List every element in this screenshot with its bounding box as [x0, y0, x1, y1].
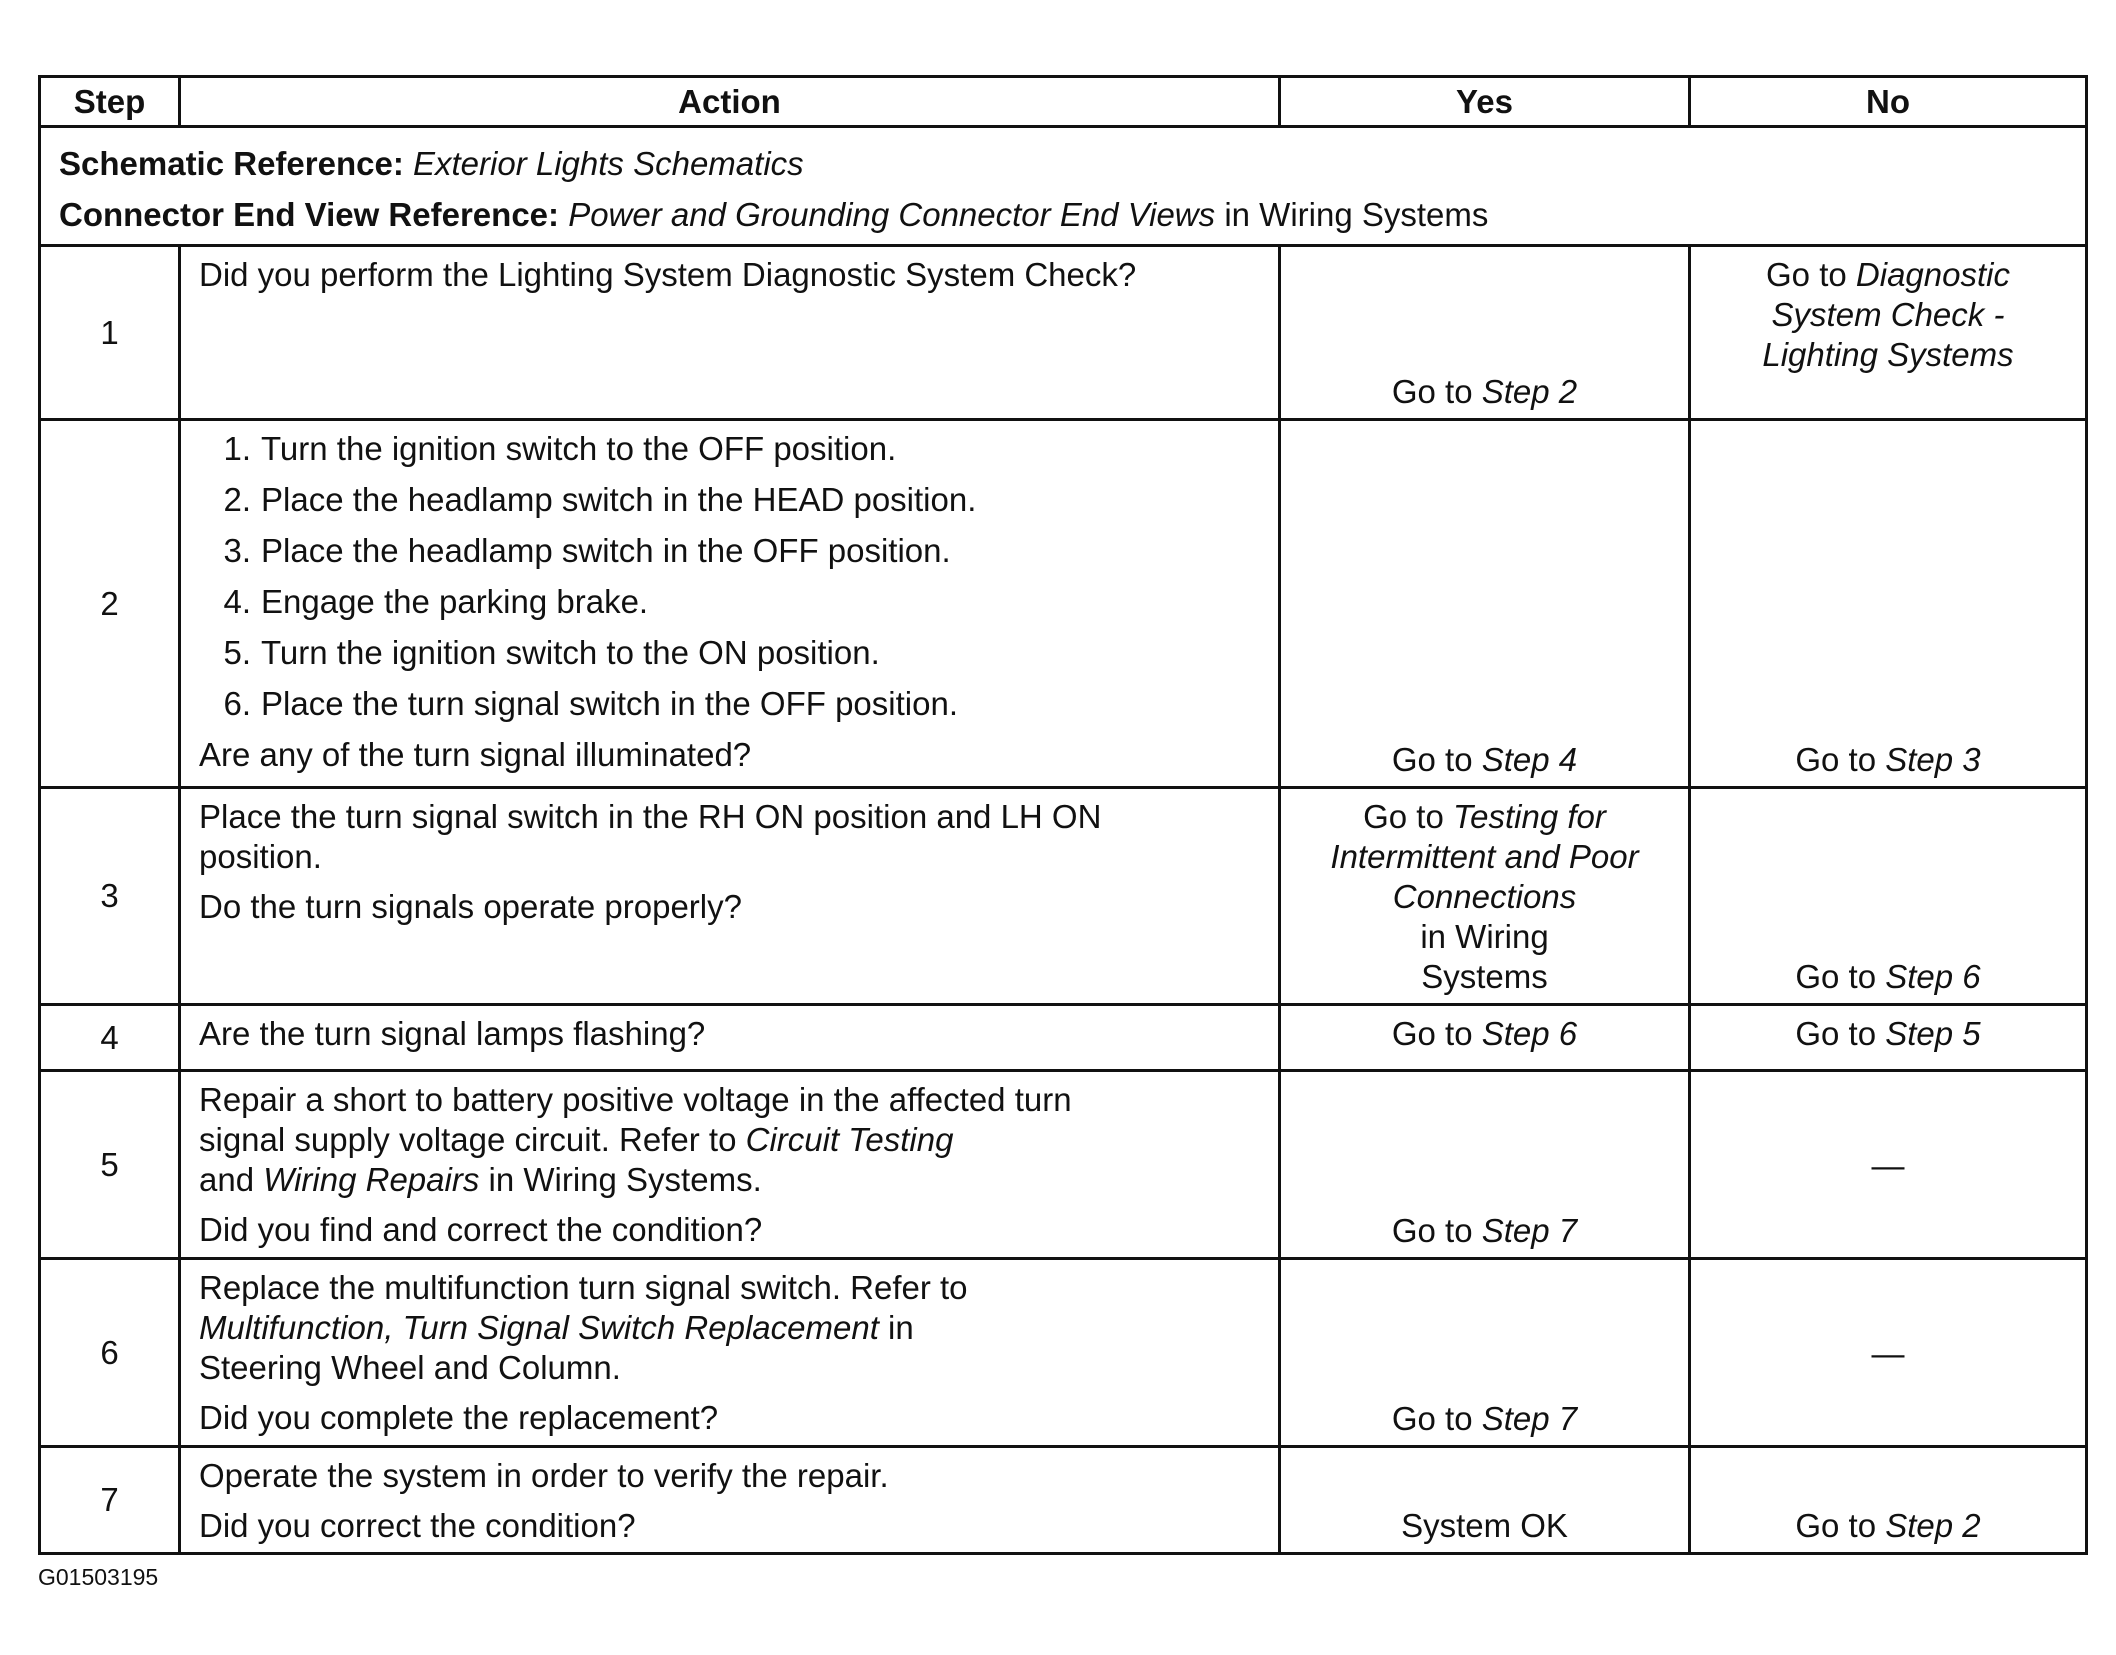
yes-prefix: Go to — [1391, 1400, 1473, 1437]
yes-suffix-line-2: Systems — [1421, 958, 1548, 995]
no-prefix: Go to — [1766, 256, 1847, 293]
yes-step-link: Step 6 — [1481, 1015, 1578, 1052]
no-result: — — [1871, 1146, 1905, 1184]
table-row — [40, 1259, 2087, 1447]
step-number: 4 — [40, 1005, 180, 1071]
yes-prefix: Go to — [1363, 798, 1444, 835]
header-step: Step — [40, 77, 180, 127]
step-number: 5 — [40, 1071, 180, 1259]
instruction-line: position. — [199, 838, 322, 875]
list-number: 2. — [223, 481, 251, 518]
action-question: Are any of the turn signal illuminated? — [199, 736, 752, 773]
instruction-line: and — [199, 1161, 255, 1198]
list-text: Place the headlamp switch in the HEAD position. — [261, 481, 977, 518]
list-number: 3. — [223, 532, 251, 569]
no-result — [1701, 1506, 2075, 1546]
connector-reference — [59, 189, 2067, 240]
no-ref-line-1: Diagnostic — [1855, 256, 2010, 293]
action-question: Did you complete the replacement? — [199, 1399, 719, 1436]
no-prefix: Go to — [1795, 958, 1877, 995]
yes-step-link: Step 4 — [1481, 741, 1578, 778]
action-cell — [180, 788, 1280, 1005]
wiring-repairs-ref: Wiring Repairs — [263, 1161, 480, 1198]
list-text: Turn the ignition switch to the OFF position. — [261, 430, 897, 467]
list-number: 4. — [223, 583, 251, 620]
table-row — [40, 420, 2087, 788]
no-cell — [1690, 1447, 2087, 1554]
no-cell — [1690, 1259, 2087, 1447]
no-step-link: Step 3 — [1885, 741, 1981, 778]
no-prefix: Go to — [1795, 1015, 1877, 1052]
no-result — [1701, 740, 2075, 780]
instruction-line: in Wiring Systems. — [488, 1161, 762, 1198]
action-cell — [180, 1447, 1280, 1554]
action-instruction: Operate the system in order to verify the repair. — [199, 1457, 889, 1494]
schematic-reference — [59, 138, 2067, 189]
list-text: Engage the parking brake. — [261, 583, 649, 620]
action-cell — [180, 1071, 1280, 1259]
yes-cell — [1280, 788, 1690, 1005]
yes-step-link: Step 7 — [1481, 1400, 1578, 1437]
action-instruction — [199, 797, 1260, 877]
connector-reference-suffix: in Wiring Systems — [1224, 196, 1489, 233]
list-text: Turn the ignition switch to the ON position. — [261, 634, 880, 671]
no-step-link: Step 2 — [1885, 1507, 1981, 1544]
instruction-line: Replace the multifunction turn signal switch. Refer to — [199, 1269, 968, 1306]
yes-cell — [1280, 246, 1690, 420]
action-question: Did you find and correct the condition? — [199, 1211, 763, 1248]
yes-result — [1291, 797, 1678, 997]
header-yes: Yes — [1280, 77, 1690, 127]
replacement-ref: Multifunction, Turn Signal Switch Replacement — [199, 1309, 879, 1346]
diagnostic-table — [38, 75, 2088, 1555]
list-item — [199, 627, 1260, 678]
yes-result: System OK — [1401, 1507, 1568, 1544]
action-question: Did you correct the condition? — [199, 1507, 636, 1544]
step-number: 7 — [40, 1447, 180, 1554]
yes-result — [1291, 1014, 1678, 1054]
yes-prefix: Go to — [1391, 373, 1473, 410]
instruction-line: in — [888, 1309, 914, 1346]
no-result — [1701, 1014, 2075, 1054]
no-result — [1701, 957, 2075, 997]
action-question: Are the turn signal lamps flashing? — [199, 1015, 706, 1052]
yes-ref-line-3: Connections — [1392, 878, 1577, 915]
schematic-reference-value: Exterior Lights Schematics — [413, 145, 804, 182]
action-cell — [180, 246, 1280, 420]
no-cell — [1690, 1005, 2087, 1071]
no-cell — [1690, 246, 2087, 420]
no-result — [1701, 255, 2075, 375]
no-ref-line-2: System Check - — [1771, 296, 2005, 333]
list-item — [199, 576, 1260, 627]
action-cell — [180, 420, 1280, 788]
no-prefix: Go to — [1795, 741, 1877, 778]
yes-prefix: Go to — [1391, 741, 1473, 778]
yes-prefix: Go to — [1391, 1015, 1473, 1052]
no-prefix: Go to — [1795, 1507, 1877, 1544]
action-instruction — [199, 1268, 1260, 1388]
yes-step-link: Step 2 — [1481, 373, 1578, 410]
table-row — [40, 788, 2087, 1005]
list-number: 6. — [223, 685, 251, 722]
yes-result — [1291, 1399, 1678, 1439]
list-number: 1. — [223, 430, 251, 467]
circuit-testing-ref: Circuit Testing — [745, 1121, 954, 1158]
step-number: 6 — [40, 1259, 180, 1447]
no-result: — — [1871, 1334, 1905, 1372]
action-question: Do the turn signals operate properly? — [199, 888, 742, 925]
no-cell — [1690, 788, 2087, 1005]
schematic-reference-label: Schematic Reference: — [59, 145, 404, 182]
yes-cell — [1280, 1447, 1690, 1554]
action-cell — [180, 1005, 1280, 1071]
yes-result — [1291, 740, 1678, 780]
figure-id: G01503195 — [38, 1564, 159, 1590]
no-step-link: Step 6 — [1885, 958, 1981, 995]
no-cell — [1690, 1071, 2087, 1259]
yes-cell — [1280, 1005, 1690, 1071]
list-item — [199, 474, 1260, 525]
instruction-line: Repair a short to battery positive voltage in the affected turn — [199, 1081, 1072, 1118]
list-item — [199, 525, 1260, 576]
header-action: Action — [180, 77, 1280, 127]
action-cell — [180, 1259, 1280, 1447]
list-text: Place the headlamp switch in the OFF position. — [261, 532, 951, 569]
yes-cell — [1280, 1259, 1690, 1447]
yes-step-link: Step 7 — [1481, 1212, 1578, 1249]
yes-prefix: Go to — [1391, 1212, 1473, 1249]
yes-cell — [1280, 1071, 1690, 1259]
reference-row — [40, 127, 2087, 246]
table-row — [40, 1005, 2087, 1071]
connector-reference-label: Connector End View Reference: — [59, 196, 560, 233]
step-number: 1 — [40, 246, 180, 420]
table-row — [40, 1447, 2087, 1554]
instruction-line: Steering Wheel and Column. — [199, 1349, 621, 1386]
step-number: 3 — [40, 788, 180, 1005]
instruction-line: Place the turn signal switch in the RH ON position and LH ON — [199, 798, 1102, 835]
list-item — [199, 423, 1260, 474]
yes-cell — [1280, 420, 1690, 788]
no-ref-line-3: Lighting Systems — [1762, 336, 2014, 373]
list-text: Place the turn signal switch in the OFF position. — [261, 685, 958, 722]
header-row — [40, 77, 2087, 127]
list-number: 5. — [223, 634, 251, 671]
yes-ref-line-2: Intermittent and Poor — [1330, 838, 1639, 875]
yes-result — [1291, 1211, 1678, 1251]
table-row — [40, 246, 2087, 420]
yes-result — [1291, 372, 1678, 412]
action-instruction — [199, 1080, 1260, 1200]
no-cell — [1690, 420, 2087, 788]
reference-cell — [40, 127, 2087, 246]
step-number: 2 — [40, 420, 180, 788]
action-question: Did you perform the Lighting System Diagnostic System Check? — [199, 256, 1137, 293]
no-step-link: Step 5 — [1885, 1015, 1981, 1052]
yes-suffix-line-1: in Wiring — [1420, 918, 1549, 955]
yes-ref-line-1: Testing for — [1453, 798, 1606, 835]
table-row — [40, 1071, 2087, 1259]
instruction-line: signal supply voltage circuit. Refer to — [199, 1121, 737, 1158]
connector-reference-value: Power and Grounding Connector End Views — [568, 196, 1216, 233]
list-item — [199, 678, 1260, 729]
header-no: No — [1690, 77, 2087, 127]
